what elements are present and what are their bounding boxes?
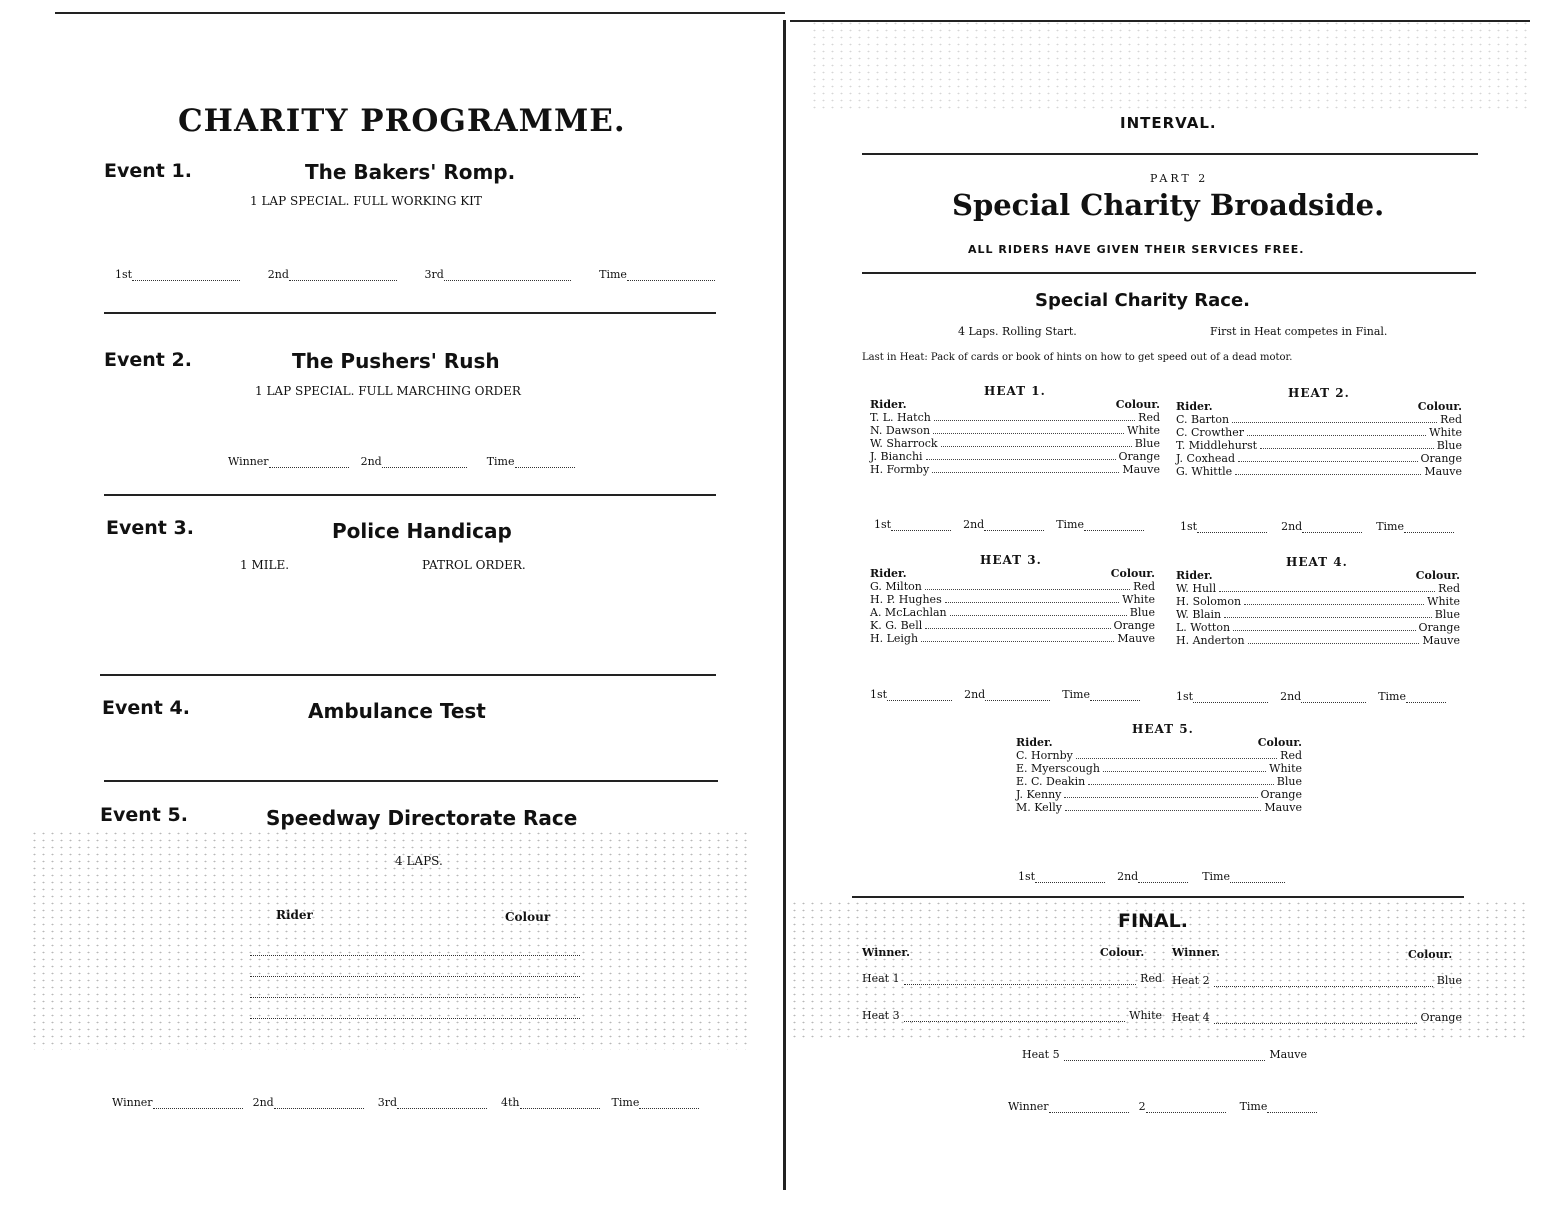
heat-5-results: 1st 2nd Time: [1018, 870, 1308, 883]
event-5-title: Speedway Directorate Race: [266, 806, 578, 830]
table-row: G. Whittle Mauve: [1176, 465, 1462, 478]
heat-1-table: Rider. Colour. T. L. Hatch Red N. Dawson White W. Sharrock Blue J. Bianchi Orange H. Formby Mauve: [870, 398, 1160, 476]
event-2-label: Event 2.: [104, 349, 192, 371]
event-3-title: Police Handicap: [332, 519, 512, 543]
final-colour-header-right: Colour.: [1408, 948, 1453, 961]
table-row: W. Hull Red: [1176, 582, 1460, 595]
event-2-title: The Pushers' Rush: [292, 349, 500, 373]
event-3-order: PATROL ORDER.: [422, 558, 526, 572]
heat-5-title: HEAT 5.: [1132, 722, 1194, 736]
table-row: W. Blain Blue: [1176, 608, 1460, 621]
event-1-title: The Bakers' Romp.: [305, 160, 516, 184]
event-4-title: Ambulance Test: [308, 699, 486, 723]
broadside-subtitle: ALL RIDERS HAVE GIVEN THEIR SERVICES FREE.: [968, 243, 1305, 256]
final-colour-header-left: Colour.: [1100, 946, 1145, 959]
table-row: T. L. Hatch Red: [870, 411, 1160, 424]
top-rule-right: [790, 20, 1530, 22]
heat-5-table: Rider. Colour. C. Hornby Red E. Myerscough White E. C. Deakin Blue J. Kenny Orange M. Kelly Mauve: [1016, 736, 1302, 814]
page-fold: [783, 20, 786, 1190]
right-divider-3: [852, 896, 1464, 898]
table-row: A. McLachlan Blue: [870, 606, 1155, 619]
final-winner-header-left: Winner.: [862, 946, 910, 959]
heat-3-table: Rider. Colour. G. Milton Red H. P. Hughes White A. McLachlan Blue K. G. Bell Orange H. Leigh Mauve: [870, 567, 1155, 645]
event-2-subtitle: 1 LAP SPECIAL. FULL MARCHING ORDER: [255, 384, 521, 398]
divider-1: [104, 312, 716, 314]
final-title: FINAL.: [1118, 910, 1188, 932]
event-5-label: Event 5.: [100, 804, 188, 826]
event-5-colour-header: Colour: [505, 910, 551, 924]
event-5-subtitle: 4 LAPS.: [395, 854, 443, 868]
heat-2-title: HEAT 2.: [1288, 386, 1350, 400]
race-note: Last in Heat: Pack of cards or book of hints on how to get speed out of a dead motor.: [862, 352, 1293, 363]
table-row: C. Hornby Red: [1016, 749, 1302, 762]
event-1-subtitle: 1 LAP SPECIAL. FULL WORKING KIT: [250, 194, 482, 208]
divider-3: [100, 674, 716, 676]
event-2-results: Winner 2nd Time: [228, 455, 628, 468]
part-label: PART 2: [1150, 172, 1209, 185]
right-divider-2: [862, 272, 1476, 274]
table-row: C. Crowther White: [1176, 426, 1462, 439]
heat-2-results: 1st 2nd Time: [1180, 520, 1470, 533]
table-row: L. Wotton Orange: [1176, 621, 1460, 634]
final-winner-header-right: Winner.: [1172, 946, 1220, 959]
table-row: C. Barton Red: [1176, 413, 1462, 426]
event-3-label: Event 3.: [106, 517, 194, 539]
final-row-heat-3: Heat 3 White: [862, 1009, 1162, 1022]
print-noise-top: [810, 20, 1530, 110]
table-row: J. Coxhead Orange: [1176, 452, 1462, 465]
table-row: G. Milton Red: [870, 580, 1155, 593]
table-row: J. Bianchi Orange: [870, 450, 1160, 463]
event-3-distance: 1 MILE.: [240, 558, 290, 572]
table-row: H. Solomon White: [1176, 595, 1460, 608]
final-row-heat-4: Heat 4 Orange: [1172, 1011, 1462, 1024]
table-row: E. Myerscough White: [1016, 762, 1302, 775]
table-row: W. Sharrock Blue: [870, 437, 1160, 450]
heat-4-title: HEAT 4.: [1286, 555, 1348, 569]
divider-2: [104, 494, 716, 496]
heat-2-table: Rider. Colour. C. Barton Red C. Crowther White T. Middlehurst Blue J. Coxhead Orange G. Whittle Mauve: [1176, 400, 1462, 478]
final-row-heat-2: Heat 2 Blue: [1172, 974, 1462, 987]
heat-4-table: Rider. Colour. W. Hull Red H. Solomon White W. Blain Blue L. Wotton Orange H. Anderton Mauve: [1176, 569, 1460, 647]
top-rule-left: [55, 12, 785, 14]
table-row: H. Formby Mauve: [870, 463, 1160, 476]
race-info-right: First in Heat competes in Final.: [1210, 325, 1388, 338]
heat-3-title: HEAT 3.: [980, 553, 1042, 567]
table-row: K. G. Bell Orange: [870, 619, 1155, 632]
broadside-title: Special Charity Broadside.: [952, 188, 1385, 222]
heat-1-results: 1st 2nd Time: [874, 518, 1164, 531]
heat-4-results: 1st 2nd Time: [1176, 690, 1466, 703]
right-divider-1: [862, 153, 1478, 155]
table-row: E. C. Deakin Blue: [1016, 775, 1302, 788]
final-results: Winner 2 Time: [1008, 1100, 1338, 1113]
table-row: T. Middlehurst Blue: [1176, 439, 1462, 452]
final-row-heat-5: Heat 5 Mauve: [1022, 1048, 1307, 1061]
event-5-rider-header: Rider: [276, 908, 313, 922]
table-row: H. P. Hughes White: [870, 593, 1155, 606]
table-row: J. Kenny Orange: [1016, 788, 1302, 801]
event-5-rider-lines: [250, 935, 580, 1019]
programme-title: CHARITY PROGRAMME.: [178, 103, 626, 139]
heat-1-title: HEAT 1.: [984, 384, 1046, 398]
final-row-heat-1: Heat 1 Red: [862, 972, 1162, 985]
event-4-label: Event 4.: [102, 697, 190, 719]
table-row: N. Dawson White: [870, 424, 1160, 437]
race-title: Special Charity Race.: [1035, 290, 1251, 311]
heat-3-results: 1st 2nd Time: [870, 688, 1160, 701]
table-row: M. Kelly Mauve: [1016, 801, 1302, 814]
table-row: H. Leigh Mauve: [870, 632, 1155, 645]
event-5-results: Winner 2nd 3rd 4th Time: [112, 1096, 722, 1109]
event-1-label: Event 1.: [104, 160, 192, 182]
divider-4: [104, 780, 718, 782]
race-info-left: 4 Laps. Rolling Start.: [958, 325, 1077, 338]
event-1-results: 1st 2nd 3rd Time: [115, 268, 715, 281]
interval-label: INTERVAL.: [1120, 114, 1217, 132]
table-row: H. Anderton Mauve: [1176, 634, 1460, 647]
